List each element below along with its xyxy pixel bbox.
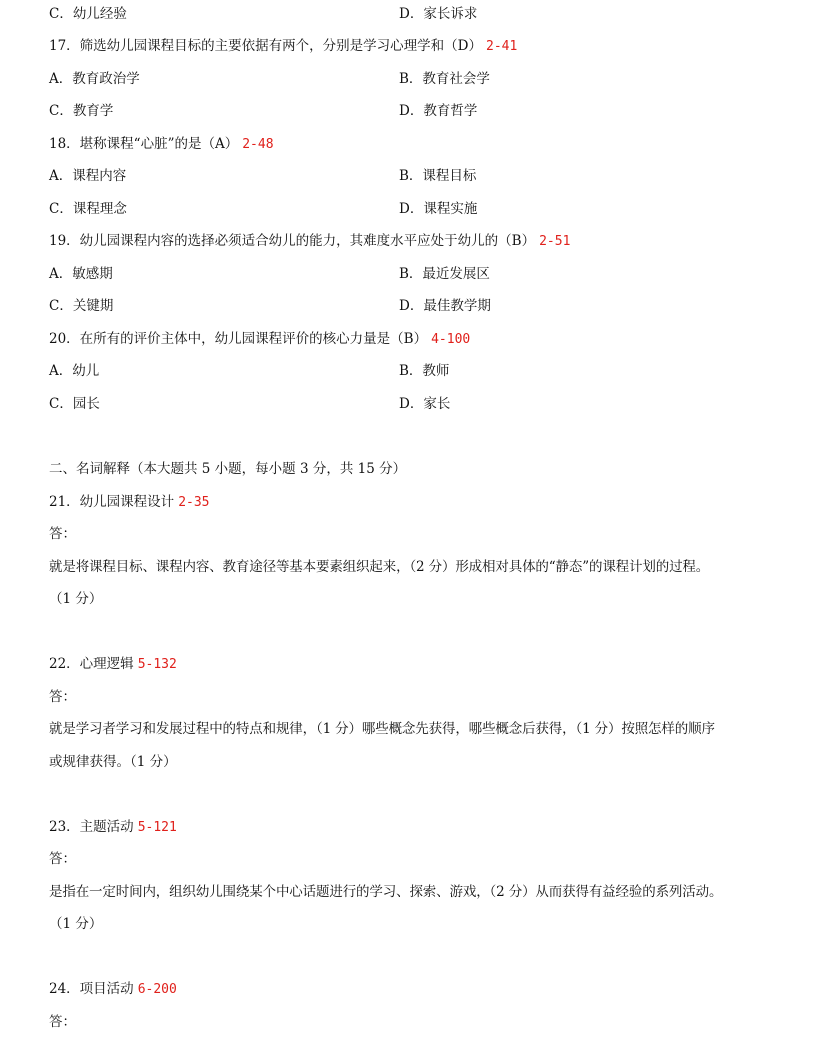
question-24 — [49, 980, 177, 999]
question-24-ref: 6-200 — [137, 982, 177, 997]
question-23 — [49, 818, 177, 837]
question-18-text: 18．堪称课程“心脏”的是（A） — [49, 136, 239, 152]
question-18 — [49, 135, 274, 154]
question-19-ref: 2-51 — [539, 234, 571, 249]
q23-answer-line-2: （1 分） — [49, 916, 103, 932]
q16-option-c: C．幼儿经验 — [49, 6, 127, 22]
question-17-text: 17．筛选幼儿园课程目标的主要依据有两个，分别是学习心理学和（D） — [49, 38, 483, 54]
question-20-text: 20．在所有的评价主体中，幼儿园课程评价的核心力量是（B） — [49, 331, 428, 347]
question-21-text: 21．幼儿园课程设计 — [49, 494, 175, 510]
question-21 — [49, 493, 210, 512]
section-2-title: 二、名词解释（本大题共 5 小题，每小题 3 分，共 15 分） — [49, 461, 407, 477]
q23-answer-label: 答： — [49, 851, 76, 867]
q17-option-c: C．教育学 — [49, 103, 114, 119]
question-20-ref: 4-100 — [431, 332, 471, 347]
q19-option-a: A．敏感期 — [49, 266, 113, 282]
q18-option-c: C．课程理念 — [49, 201, 127, 217]
question-17-ref: 2-41 — [486, 39, 518, 54]
q20-option-b: B．教师 — [399, 363, 450, 379]
question-19 — [49, 232, 570, 251]
question-24-text: 24．项目活动 — [49, 981, 134, 997]
q22-answer-line-1: 就是学习者学习和发展过程中的特点和规律，（1 分）哪些概念先获得，哪些概念后获得，（1 分）按照怎样的顺序 — [49, 721, 715, 737]
q19-option-d: D．最佳教学期 — [399, 298, 491, 314]
q17-option-d: D．教育哲学 — [399, 103, 478, 119]
q19-option-c: C．关键期 — [49, 298, 114, 314]
question-22-text: 22．心理逻辑 — [49, 656, 134, 672]
question-20 — [49, 330, 470, 349]
question-19-text: 19．幼儿园课程内容的选择必须适合幼儿的能力，其难度水平应处于幼儿的（B） — [49, 233, 536, 249]
question-22 — [49, 655, 177, 674]
q20-option-c: C．园长 — [49, 396, 100, 412]
q18-option-b: B．课程目标 — [399, 168, 477, 184]
question-21-ref: 2-35 — [178, 495, 210, 510]
q17-option-a: A．教育政治学 — [49, 71, 140, 87]
q23-answer-line-1: 是指在一定时间内，组织幼儿围绕某个中心话题进行的学习、探索、游戏，（2 分）从而获得有益经验的系列活动。 — [49, 884, 723, 900]
question-17 — [49, 37, 517, 56]
q18-option-d: D．课程实施 — [399, 201, 478, 217]
q16-option-d: D．家长诉求 — [399, 6, 478, 22]
q24-answer-label: 答： — [49, 1014, 76, 1030]
q21-answer-line-1: 就是将课程目标、课程内容、教育途径等基本要素组织起来，（2 分）形成相对具体的“静态”的课程计划的过程。 — [49, 559, 710, 575]
question-23-text: 23．主题活动 — [49, 819, 134, 835]
q21-answer-line-2: （1 分） — [49, 591, 103, 607]
q20-option-a: A．幼儿 — [49, 363, 100, 379]
question-18-ref: 2-48 — [242, 137, 274, 152]
question-23-ref: 5-121 — [137, 820, 177, 835]
q22-answer-label: 答： — [49, 689, 76, 705]
q19-option-b: B．最近发展区 — [399, 266, 490, 282]
q20-option-d: D．家长 — [399, 396, 451, 412]
q21-answer-label: 答： — [49, 526, 76, 542]
q18-option-a: A．课程内容 — [49, 168, 127, 184]
q17-option-b: B．教育社会学 — [399, 71, 490, 87]
question-22-ref: 5-132 — [137, 657, 177, 672]
q22-answer-line-2: 或规律获得。（1 分） — [49, 754, 177, 770]
